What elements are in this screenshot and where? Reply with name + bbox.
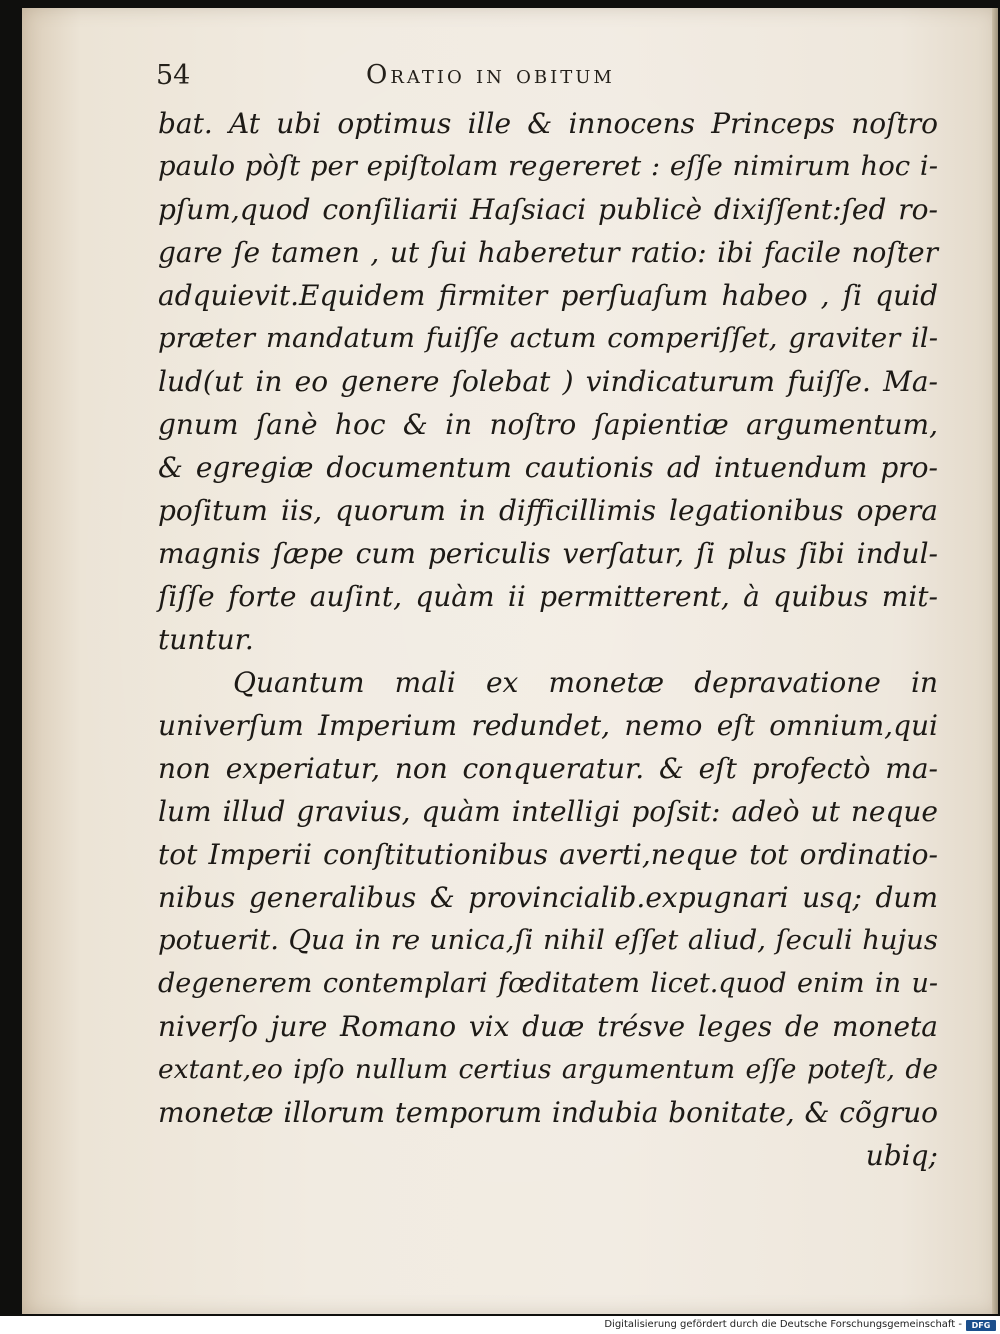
text-line: & egregiæ documentum cautionis ad intuendum pro- [158, 451, 938, 484]
footer-bar [0, 1316, 1000, 1334]
text-line: tot Imperii conſtitutionibus averti,neque tot ordinatio- [158, 838, 938, 871]
text-line: pſum,quod conſiliarii Haſsiaci publicè dixiſſent:ſed ro- [158, 193, 938, 226]
text-line: non experiatur, non conqueratur. & eſt profectò ma- [158, 752, 938, 785]
text-line: potuerit. Qua in re unica,ſi nihil eſſet aliud, ſeculi hujus [158, 924, 938, 956]
text-line: lum illud gravius, quàm intelligi poſsit: adeò ut neque [158, 795, 938, 828]
text-line: gnum ſanè hoc & in noſtro ſapientiæ argumentum, [158, 408, 938, 441]
text-line: lud(ut in eo genere ſolebat ) vindicaturum fuiſſe. Ma- [158, 365, 938, 398]
page-number: 54 [156, 60, 191, 91]
text-line: nibus generalibus & provincialib.expugnari usq; dum [158, 881, 938, 914]
body-text [158, 102, 938, 1177]
text-line: niverſo jure Romano vix duæ trésve leges de moneta [158, 1010, 938, 1043]
text-line: magnis ſæpe cum periculis verſatur, ſi plus ſibi indul- [158, 537, 938, 570]
text-line: gare ſe tamen , ut ſui haberetur ratio: ibi facile noſter [158, 236, 938, 269]
catchword: ubiq; [865, 1139, 938, 1172]
text-line: tuntur. [158, 623, 254, 656]
text-line: poſitum iis, quorum in difficillimis legationibus opera [158, 494, 938, 527]
funding-credit: Digitalisierung gefördert durch die Deutsche Forschungsgemeinschaft - [604, 1319, 962, 1330]
text-line: monetæ illorum temporum indubia bonitate, & cõgruo [158, 1096, 938, 1129]
text-line: paulo pòſt per epiſtolam regereret : eſſe nimirum hoc i- [158, 150, 938, 182]
paragraph-start-line: Quantum mali ex monetæ depravatione in [233, 666, 938, 699]
text-line: degenerem contemplari fœditatem licet.quod enim in u- [158, 968, 938, 999]
text-line: ſiſſe forte auſint, quàm ii permitterent, à quibus mit- [158, 580, 938, 613]
text-line: extant,eo ipſo nullum certius argumentum eſſe poteſt, de [158, 1054, 938, 1085]
book-page [22, 8, 998, 1314]
text-line: bat. At ubi optimus ille & innocens Princeps noſtro [158, 107, 938, 140]
text-line: præter mandatum fuiſſe actum comperiſſet, graviter il- [158, 322, 938, 354]
page-edge-shadow [992, 8, 998, 1314]
text-line: univerſum Imperium redundet, nemo eſt omnium,qui [158, 709, 938, 742]
dfg-logo-icon: DFG [966, 1320, 996, 1331]
running-head: Oratio in obitum [366, 60, 615, 90]
text-line: adquievit.Equidem firmiter perſuaſum habeo , ſi quid [158, 279, 938, 312]
